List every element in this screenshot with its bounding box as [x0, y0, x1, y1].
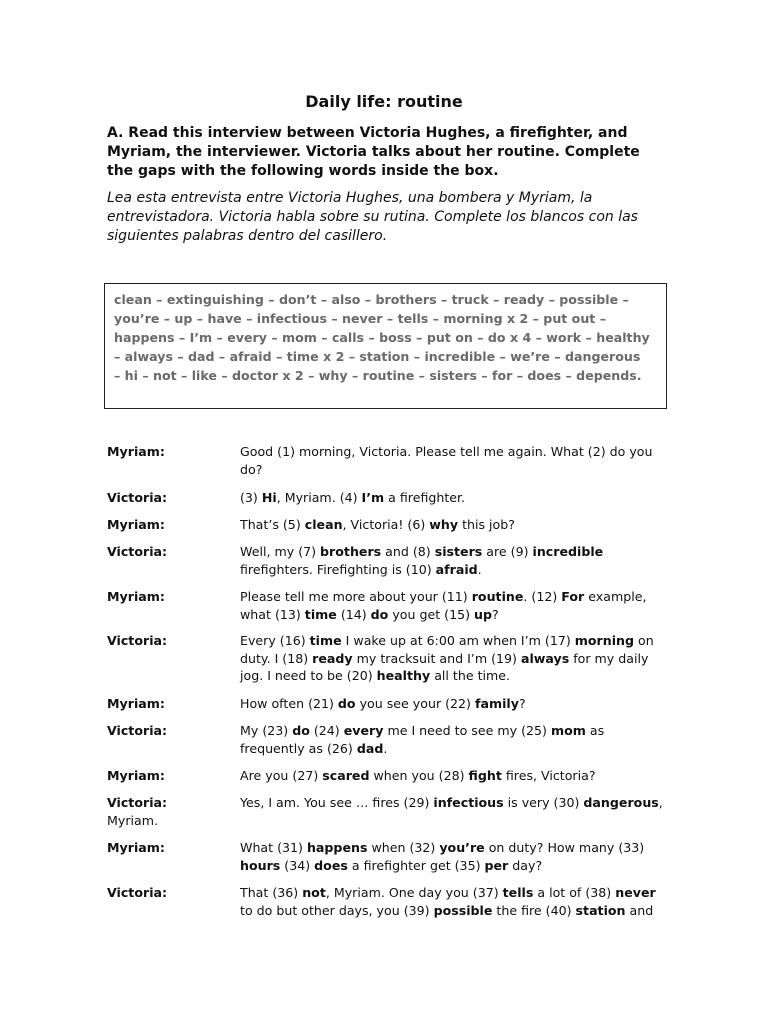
dialogue-text	[240, 722, 667, 757]
answer-word: per	[484, 857, 509, 873]
speaker-name: Myriam:	[107, 444, 165, 459]
word-box	[104, 283, 667, 409]
word-box-line: you’re – up – have – infectious – never – tells – morning x 2 – put out –	[114, 311, 607, 326]
answer-word: I’m	[361, 490, 385, 505]
speaker-name: Victoria:	[107, 723, 168, 738]
text-fragment: ?	[492, 606, 499, 622]
dialogue-row	[107, 632, 667, 685]
answer-word: station	[575, 902, 626, 918]
instruction-english: A. Read this interview between Victoria Hughes, a firefighter, and Myriam, the interviewer. Victoria talks about her routine. Complete the gaps with the following words inside the box.	[107, 125, 640, 179]
dialogue-text	[240, 884, 667, 919]
answer-word: never	[615, 885, 656, 900]
answer-word: brothers	[320, 544, 382, 559]
dialogue-row	[107, 884, 667, 919]
answer-word: healthy	[376, 668, 431, 683]
text-fragment: on duty. I (18)	[240, 633, 654, 666]
answer-word: always	[520, 650, 570, 666]
text-fragment: ?	[518, 696, 526, 711]
answer-word: tells	[502, 885, 534, 900]
text-fragment: , Victoria! (6)	[342, 517, 430, 532]
text-fragment: example, what (13)	[240, 589, 647, 622]
text-fragment: , Myriam. One day you (37)	[325, 885, 503, 900]
answer-word: Hi	[261, 490, 277, 505]
answer-word: dangerous	[583, 795, 659, 810]
answer-word: clean	[304, 517, 343, 532]
text-fragment: when (32)	[367, 840, 440, 855]
text-fragment: you get (15)	[388, 606, 475, 622]
text-fragment: a firefighter get (35)	[347, 857, 485, 873]
text-fragment: are (9)	[482, 544, 533, 559]
text-fragment: the fire (40)	[492, 902, 576, 918]
text-fragment: Well, my (7)	[240, 544, 321, 559]
text-fragment: on duty? How many (33)	[484, 840, 645, 855]
text-fragment: , Myriam.	[107, 795, 663, 828]
text-fragment: and	[625, 902, 654, 918]
text-fragment: my tracksuit and I’m (19)	[352, 650, 521, 666]
text-fragment: I wake up at 6:00 am when I’m (17)	[341, 633, 575, 648]
text-fragment: My (23)	[240, 723, 293, 738]
dialogue-text	[240, 695, 667, 713]
dialogue-text	[240, 839, 667, 874]
dialogue-row	[107, 839, 667, 874]
speaker-name: Myriam:	[107, 696, 165, 711]
answer-word: fight	[468, 768, 502, 783]
speaker-name: Myriam:	[107, 517, 165, 532]
page-title: Daily life: routine	[305, 92, 463, 111]
text-fragment: (14)	[336, 606, 371, 622]
text-fragment: Every (16)	[240, 633, 310, 648]
dialogue-text	[240, 632, 667, 685]
instruction-spanish: Lea esta entrevista entre Victoria Hughes, una bombera y Myriam, la entrevistadora. Victoria habla sobre su rutina. Complete los blancos con las siguientes palabras dentro del casillero.	[107, 190, 638, 244]
answer-word: routine	[471, 589, 524, 604]
speaker-name: Myriam:	[107, 840, 165, 855]
dialogue-row	[107, 543, 667, 578]
answer-word: hours	[240, 857, 281, 873]
text-fragment: How often (21)	[240, 696, 338, 711]
text-fragment: Please tell me more about your (11)	[240, 589, 472, 604]
text-fragment: That (36)	[240, 885, 303, 900]
answer-word: every	[343, 723, 384, 738]
answer-word: dad	[356, 740, 384, 756]
answer-word: sisters	[434, 544, 483, 559]
answer-word: does	[314, 857, 348, 873]
dialogue-text	[240, 767, 667, 785]
text-fragment: for my daily jog. I need to be (20)	[240, 650, 649, 683]
text-fragment: you see your (22)	[355, 696, 475, 711]
speaker-name: Victoria:	[107, 885, 168, 900]
answer-word: family	[474, 696, 519, 711]
word-box-line: – hi – not – like – doctor x 2 – why – routine – sisters – for – does – depends.	[114, 368, 642, 383]
text-fragment: Good (1) morning, Victoria. Please tell me again. What (2) do you do?	[240, 444, 653, 477]
answer-word: you’re	[439, 840, 485, 855]
answer-word: afraid	[435, 561, 478, 577]
text-fragment: (3)	[240, 490, 262, 505]
text-fragment: Are you (27)	[240, 768, 323, 783]
answer-word: why	[429, 517, 459, 532]
dialogue-text	[240, 443, 667, 478]
text-fragment: and (8)	[381, 544, 435, 559]
word-box-line: happens – I’m – every – mom – calls – boss – put on – do x 4 – work – healthy	[114, 330, 650, 345]
text-fragment: me I need to see my (25)	[383, 723, 551, 738]
text-fragment: when you (28)	[369, 768, 469, 783]
dialogue-row	[107, 443, 667, 478]
speaker-name: Victoria:	[107, 795, 168, 810]
dialogue-row	[107, 588, 667, 623]
text-fragment: firefighters. Firefighting is (10)	[240, 561, 436, 577]
dialogue-row	[107, 722, 667, 757]
text-fragment: fires, Victoria?	[501, 768, 596, 783]
text-fragment: a firefighter.	[384, 490, 466, 505]
text-fragment: as frequently as (26)	[240, 723, 605, 756]
answer-word: For	[561, 589, 585, 604]
speaker-name: Victoria:	[107, 544, 168, 559]
dialogue-row	[107, 489, 667, 507]
dialogue-text	[107, 794, 667, 829]
dialogue-text	[240, 516, 667, 534]
answer-word: do	[370, 606, 389, 622]
text-fragment: to do but other days, you (39)	[240, 902, 434, 918]
text-fragment: all the time.	[430, 668, 511, 683]
dialogue-row	[107, 794, 667, 829]
text-fragment: That’s (5)	[240, 517, 305, 532]
answer-word: happens	[306, 840, 368, 855]
text-fragment: .	[477, 561, 482, 577]
text-fragment: (34)	[280, 857, 315, 873]
dialogue-row	[107, 767, 667, 785]
text-fragment: .	[383, 740, 388, 756]
dialogue-row	[107, 695, 667, 713]
answer-word: mom	[550, 723, 586, 738]
answer-word: morning	[574, 633, 635, 648]
answer-word: possible	[433, 902, 493, 918]
answer-word: scared	[322, 768, 370, 783]
answer-word: infectious	[433, 795, 504, 810]
text-fragment: a lot of (38)	[533, 885, 616, 900]
word-box-line: – always – dad – afraid – time x 2 – station – incredible – we’re – dangerous	[114, 349, 641, 364]
speaker-name: Myriam:	[107, 768, 165, 783]
dialogue-row	[107, 516, 667, 534]
answer-word: not	[302, 885, 326, 900]
answer-word: time	[309, 633, 342, 648]
dialogue-text	[240, 588, 667, 623]
word-box-line: clean – extinguishing – don’t – also – brothers – truck – ready – possible –	[114, 292, 629, 307]
dialogue-text	[240, 543, 667, 578]
answer-word: do	[292, 723, 310, 738]
answer-word: ready	[312, 650, 353, 666]
text-fragment: Yes, I am. You see … fires (29)	[240, 795, 434, 810]
text-fragment: . (12)	[523, 589, 562, 604]
text-fragment: , Myriam. (4)	[276, 490, 362, 505]
text-fragment: is very (30)	[503, 795, 584, 810]
dialogue-text	[240, 489, 667, 507]
answer-word: time	[304, 606, 337, 622]
answer-word: incredible	[532, 544, 604, 559]
text-fragment: What (31)	[240, 840, 307, 855]
speaker-name: Myriam:	[107, 589, 165, 604]
answer-word: up	[474, 606, 493, 622]
text-fragment: this job?	[458, 517, 515, 532]
speaker-name: Victoria:	[107, 490, 168, 505]
text-fragment: (24)	[309, 723, 344, 738]
speaker-name: Victoria:	[107, 633, 168, 648]
text-fragment: day?	[508, 857, 543, 873]
answer-word: do	[337, 696, 356, 711]
